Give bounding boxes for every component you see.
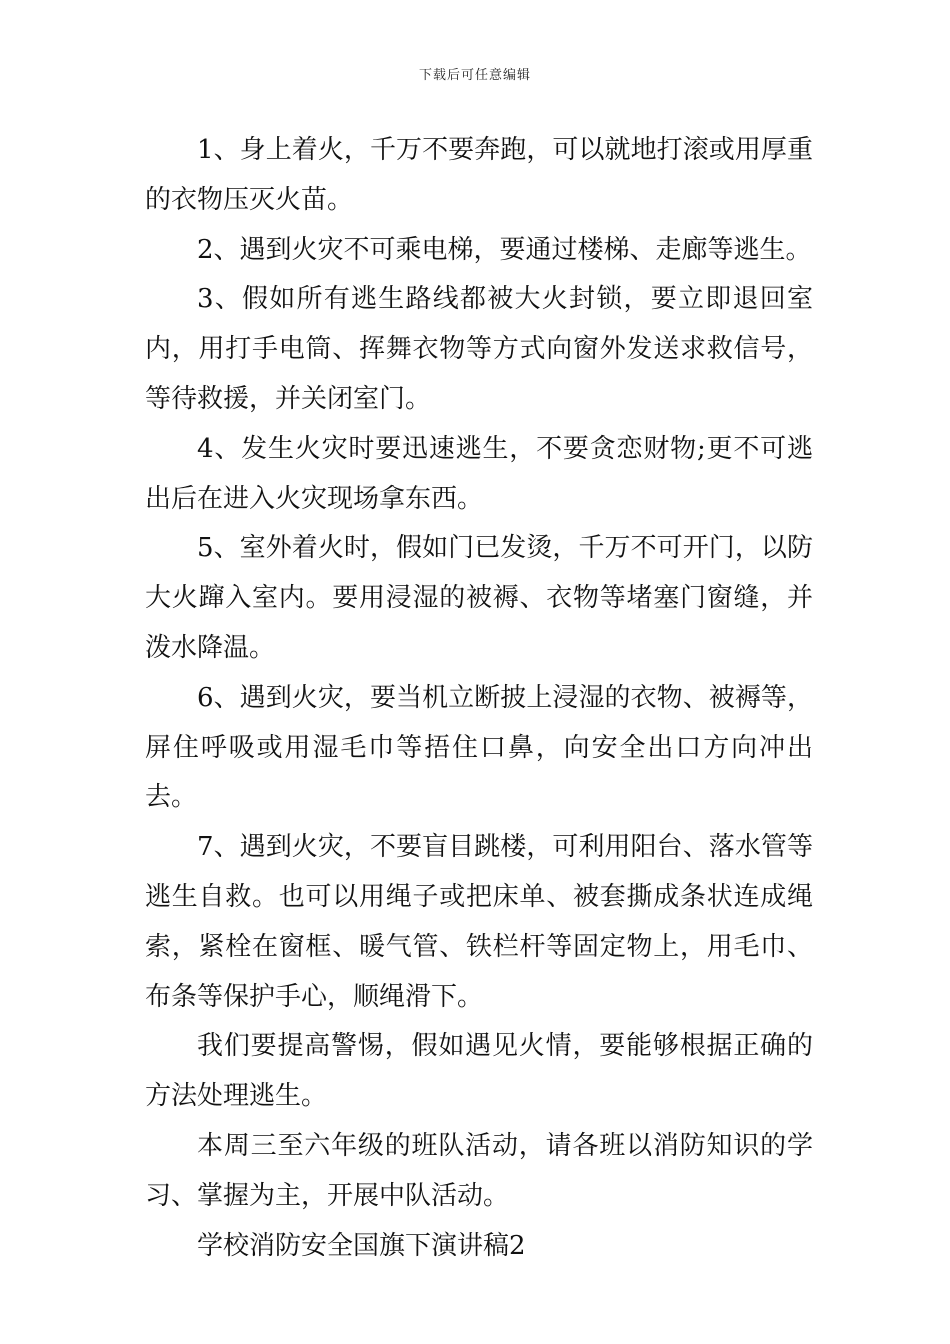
paragraph-tip-3: 3、假如所有逃生路线都被大火封锁，要立即退回室内，用打手电筒、挥舞衣物等方式向窗外发送求救信号，等待救援，并关闭室门。	[145, 284, 813, 414]
paragraph-tip-4: 4、发生火灾时要迅速逃生，不要贪恋财物;更不可逃出后在进入火灾现场拿东西。	[145, 433, 813, 514]
paragraph-tip-2: 2、遇到火灾不可乘电梯，要通过楼梯、走廊等逃生。	[197, 234, 812, 265]
page-header: 下载后可任意编辑	[418, 68, 531, 83]
paragraph-tip-6: 6、遇到火灾，要当机立断披上浸湿的衣物、被褥等，屏住呼吸或用湿毛巾等捂住口鼻，向安全出口方向冲出去。	[145, 682, 813, 813]
paragraph-tip-7: 7、遇到火灾，不要盲目跳楼，可利用阳台、落水管等逃生自救。也可以用绳子或把床单、被套撕成条状连成绳索，紧栓在窗框、暖气管、铁栏杆等固定物上，用毛巾、布条等保护手心，顺绳滑下。	[145, 832, 813, 1012]
document-body	[145, 126, 813, 1271]
paragraph-reminder: 我们要提高警惕，假如遇见火情，要能够根据正确的方法处理逃生。	[145, 1031, 813, 1112]
paragraph-tip-5: 5、室外着火时，假如门已发烫，千万不可开门，以防大火蹿入室内。要用浸湿的被褥、衣物等堵塞门窗缝，并泼水降温。	[145, 533, 813, 663]
next-speech-title: 学校消防安全国旗下演讲稿2	[197, 1230, 526, 1261]
paragraph-tip-1: 1、身上着火，千万不要奔跑，可以就地打滚或用厚重的衣物压灭火苗。	[145, 135, 813, 215]
paragraph-activity-notice: 本周三至六年级的班队活动，请各班以消防知识的学习、掌握为主，开展中队活动。	[145, 1130, 813, 1211]
